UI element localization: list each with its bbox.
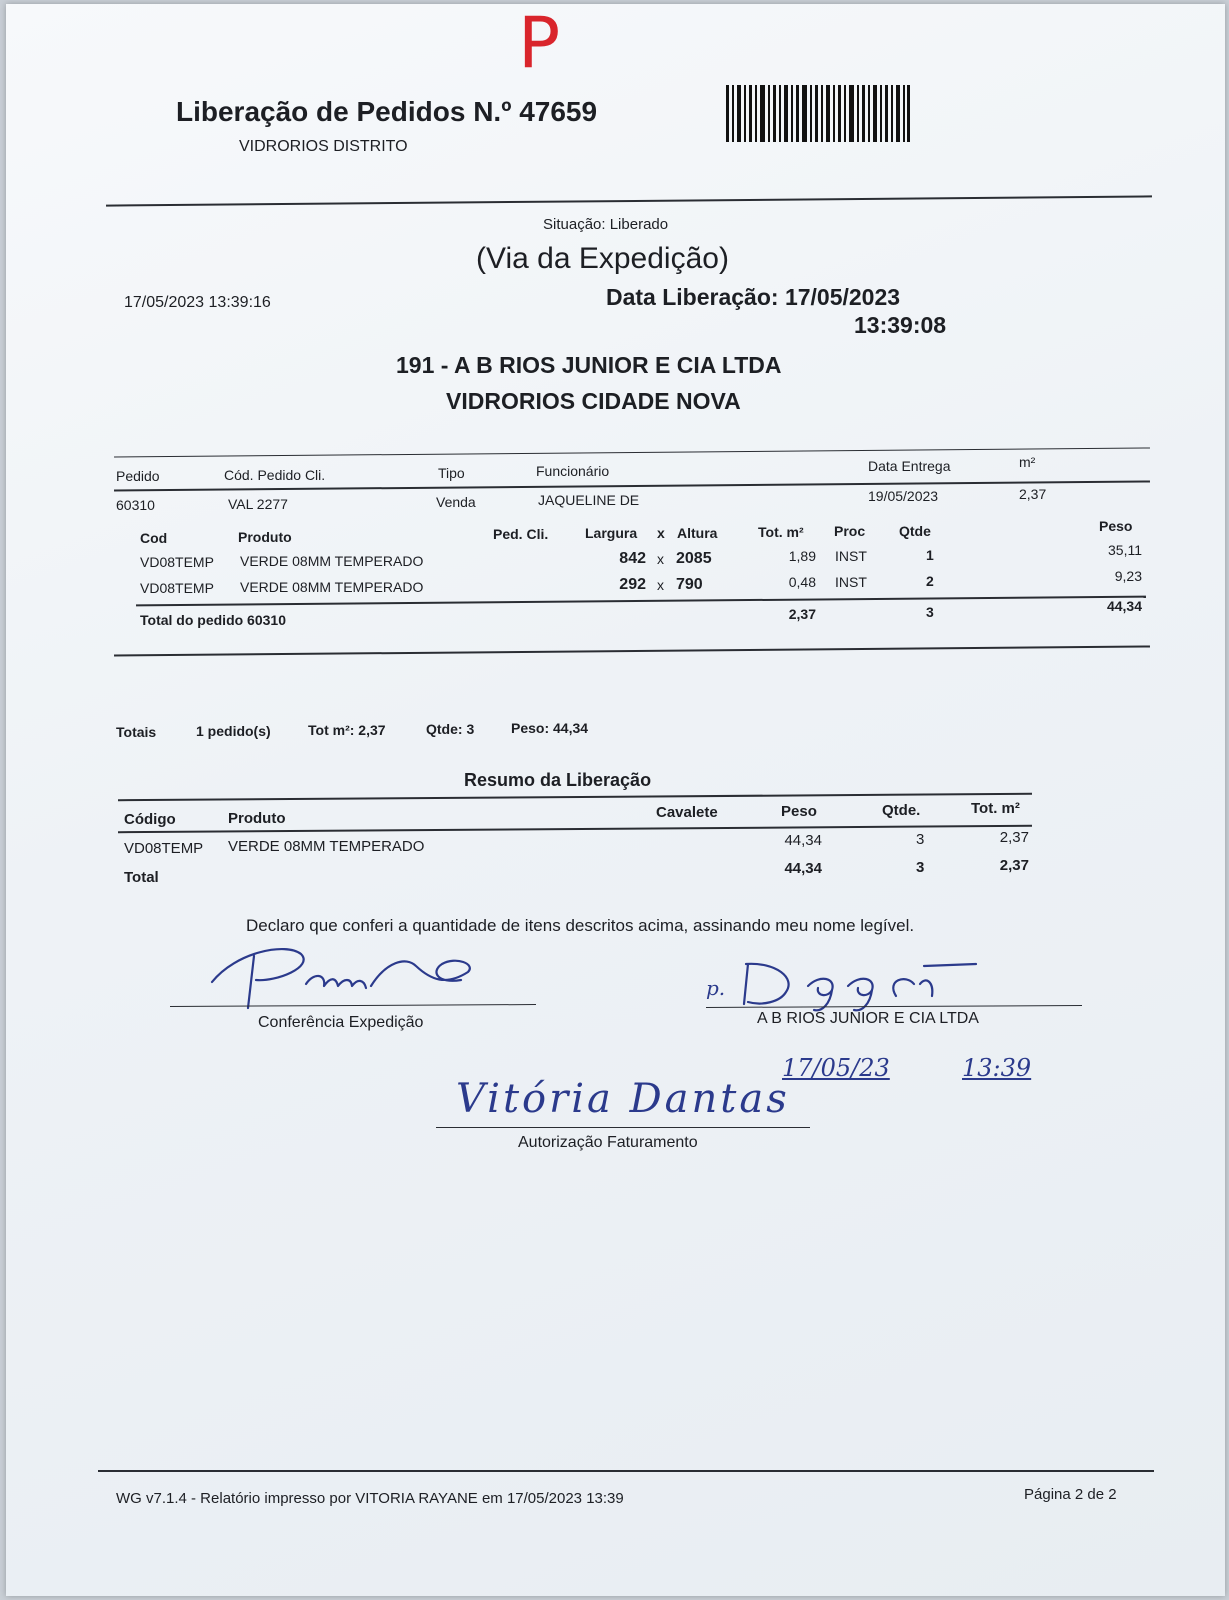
summary-col-cavalete: Cavalete [656, 804, 718, 821]
order-total-m2: 2,37 [788, 606, 816, 622]
order-tipo: Venda [436, 494, 476, 510]
col-data-entrega: Data Entrega [868, 458, 951, 474]
order-total-qtde: 3 [926, 604, 934, 620]
summary-total-peso: 44,34 [784, 860, 822, 877]
order-m2: 2,37 [1019, 486, 1047, 502]
summary-title: Resumo da Liberação [464, 770, 652, 790]
totals-pedidos: 1 pedido(s) [196, 723, 271, 739]
summary-col-codigo: Código [124, 811, 176, 828]
col-proc: Proc [834, 523, 866, 539]
order-funcionario: JAQUELINE DE [538, 492, 640, 508]
summary-row-qtde: 3 [916, 831, 925, 848]
item-cod: VD08TEMP [140, 580, 214, 596]
item-x: x [657, 551, 664, 567]
release-time: 13:39:08 [854, 312, 947, 338]
signature-prefix: p. [706, 976, 726, 1000]
summary-total-tot-m2: 2,37 [999, 857, 1029, 874]
summary-row-produto: VERDE 08MM TEMPERADO [228, 838, 425, 855]
order-cod-cli: VAL 2277 [228, 496, 288, 512]
col-x: x [657, 525, 665, 541]
totals-peso: Peso: 44,34 [511, 720, 589, 736]
order-total-peso: 44,34 [1106, 598, 1142, 614]
col-ped-cli: Ped. Cli. [493, 526, 549, 542]
summary-col-peso: Peso [781, 803, 817, 820]
summary-total-qtde: 3 [916, 859, 925, 876]
barcode [726, 85, 910, 142]
status-label: Situação: Liberado [543, 216, 669, 233]
header-divider [106, 195, 1152, 206]
item-tot-m2: 0,48 [788, 574, 816, 590]
summary-row-peso: 44,34 [784, 832, 822, 849]
totals-qtde: Qtde: 3 [426, 721, 475, 737]
item-proc: INST [835, 548, 867, 564]
summary-total-label: Total [124, 869, 159, 886]
footer-divider [98, 1470, 1154, 1472]
summary-col-tot-m2: Tot. m² [971, 800, 1020, 817]
order-table-top [114, 447, 1150, 457]
signature-conferencia [206, 942, 496, 1012]
item-peso: 9,23 [1114, 568, 1142, 584]
col-tipo: Tipo [438, 465, 465, 481]
item-qtde: 2 [926, 573, 934, 589]
item-qtde: 1 [926, 547, 934, 563]
document-page [6, 4, 1225, 1596]
via-label: (Via da Expedição) [476, 242, 729, 275]
signature-label-conferencia: Conferência Expedição [258, 1014, 424, 1031]
release-date: Data Liberação: 17/05/2023 [606, 284, 901, 310]
summary-col-produto: Produto [228, 810, 286, 827]
client-store: VIDRORIOS CIDADE NOVA [446, 388, 741, 414]
col-funcionario: Funcionário [536, 463, 610, 479]
handwritten-date: 17/05/23 [782, 1054, 890, 1082]
declaration-text: Declaro que conferi a quantidade de itens descritos acima, assinando meu nome legível. [246, 916, 915, 935]
summary-row-tot-m2: 2,37 [999, 829, 1029, 846]
item-largura: 842 [619, 550, 646, 567]
order-total-label: Total do pedido 60310 [140, 612, 286, 628]
footer-page-number: Página 2 de 2 [1024, 1486, 1117, 1503]
totals-label: Totais [116, 724, 157, 740]
item-peso: 35,11 [1108, 542, 1142, 558]
col-produto: Produto [238, 529, 292, 545]
footer-printed-by: WG v7.1.4 - Relatório impresso por VITORIA RAYANE em 17/05/2023 13:39 [116, 1490, 624, 1507]
item-altura: 2085 [676, 550, 712, 567]
item-x: x [657, 577, 664, 593]
col-pedido: Pedido [116, 468, 160, 484]
col-qtde: Qtde [899, 523, 931, 539]
print-timestamp: 17/05/2023 13:39:16 [124, 294, 271, 311]
summary-row-codigo: VD08TEMP [124, 840, 204, 857]
col-peso: Peso [1099, 518, 1133, 534]
col-m2: m² [1019, 454, 1036, 470]
signature-autorizacao: Vitória Dantas [456, 1076, 790, 1122]
signature-label-company: A B RIOS JUNIOR E CIA LTDA [757, 1010, 979, 1027]
order-data-entrega: 19/05/2023 [868, 488, 939, 504]
col-cod: Cod [140, 530, 168, 546]
client-name: 191 - A B RIOS JUNIOR E CIA LTDA [396, 352, 782, 378]
order-pedido: 60310 [116, 497, 155, 513]
col-largura: Largura [585, 525, 638, 541]
item-proc: INST [835, 574, 867, 590]
item-produto: VERDE 08MM TEMPERADO [240, 579, 424, 595]
signature-label-autorizacao: Autorização Faturamento [518, 1134, 698, 1151]
handwritten-time: 13:39 [962, 1054, 1032, 1082]
signature-line-autorizacao [436, 1127, 810, 1128]
totals-m2: Tot m²: 2,37 [308, 722, 386, 738]
col-cod-pedido-cli: Cód. Pedido Cli. [224, 467, 326, 483]
item-largura: 292 [619, 576, 646, 593]
summary-col-qtde: Qtde. [882, 802, 921, 819]
col-tot-m2: Tot. m² [758, 524, 804, 540]
company-name: VIDRORIOS DISTRITO [239, 138, 408, 155]
items-total-divider [136, 596, 1146, 607]
document-title: Liberação de Pedidos N.º 47659 [176, 96, 598, 127]
item-produto: VERDE 08MM TEMPERADO [240, 553, 424, 569]
summary-top [118, 793, 1032, 801]
handwritten-mark: P [518, 2, 561, 84]
col-altura: Altura [677, 525, 718, 541]
item-altura: 790 [676, 576, 703, 593]
item-tot-m2: 1,89 [788, 548, 816, 564]
item-cod: VD08TEMP [140, 554, 214, 570]
order-table-bottom [114, 645, 1150, 656]
